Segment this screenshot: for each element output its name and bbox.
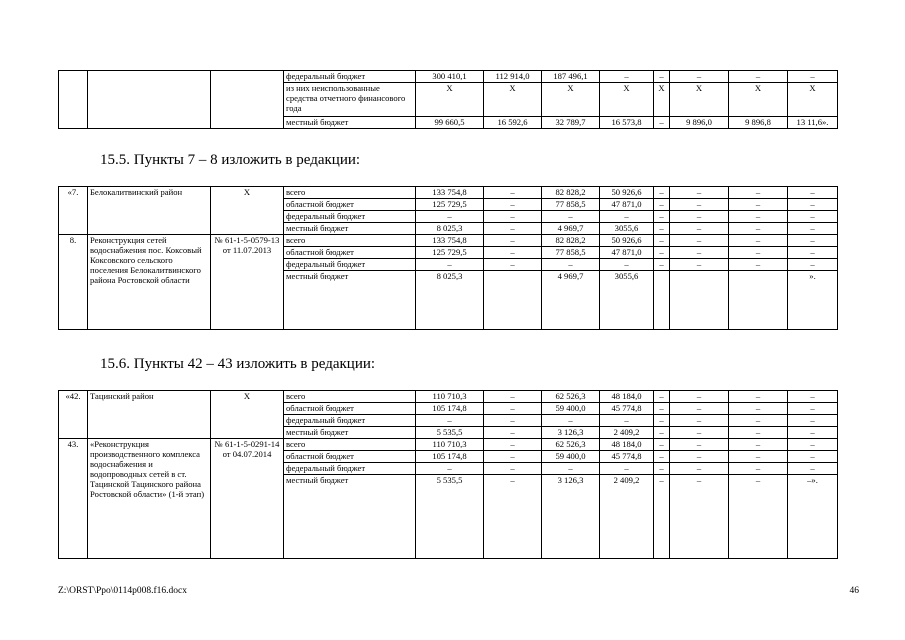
empty-cell	[211, 117, 284, 129]
budget-label: федеральный бюджет	[284, 259, 416, 271]
footer-page-number: 46	[849, 586, 859, 596]
value-cell	[654, 271, 670, 330]
value-cell: –	[654, 247, 670, 259]
value-cell: 45 774,8	[600, 403, 654, 415]
value-cell: 125 729,5	[416, 247, 484, 259]
value-cell: –	[416, 259, 484, 271]
value-cell: 13 11,6».	[788, 117, 838, 129]
value-cell: –	[484, 199, 542, 211]
value-cell: –	[670, 427, 729, 439]
value-cell: –	[729, 391, 788, 403]
value-cell: –	[654, 211, 670, 223]
value-cell: 99 660,5	[416, 117, 484, 129]
value-cell: –	[729, 247, 788, 259]
value-cell: –	[654, 439, 670, 451]
empty-cell	[59, 71, 88, 83]
budget-label: федеральный бюджет	[284, 211, 416, 223]
value-cell: –	[788, 71, 838, 83]
empty-cell	[88, 83, 211, 117]
budget-label: областной бюджет	[284, 403, 416, 415]
value-cell: –	[484, 463, 542, 475]
value-cell: –	[542, 211, 600, 223]
value-cell: 3 126,3	[542, 475, 600, 559]
value-cell: –	[788, 439, 838, 451]
budget-label: всего	[284, 187, 416, 199]
value-cell: 82 828,2	[542, 187, 600, 199]
empty-cell	[59, 83, 88, 117]
value-cell: 9 896,0	[670, 117, 729, 129]
item-name: Реконструкция сетей водоснабжения пос. Коксовый Коксовского сельского поселения Белокалитвинского района Ростовской области	[88, 235, 211, 330]
value-cell: –	[416, 211, 484, 223]
item-number: 8.	[59, 235, 88, 330]
value-cell: –	[729, 451, 788, 463]
value-cell: 50 926,6	[600, 187, 654, 199]
value-cell: 82 828,2	[542, 235, 600, 247]
value-cell: –	[788, 235, 838, 247]
value-cell: –	[729, 439, 788, 451]
value-cell: –	[654, 463, 670, 475]
value-cell: 2 409,2	[600, 475, 654, 559]
value-cell: –	[484, 223, 542, 235]
value-cell: X	[416, 83, 484, 117]
value-cell: –	[484, 427, 542, 439]
value-cell: 50 926,6	[600, 235, 654, 247]
value-cell: 105 174,8	[416, 451, 484, 463]
value-cell: 110 710,3	[416, 391, 484, 403]
value-cell: –	[484, 415, 542, 427]
value-cell	[729, 271, 788, 330]
value-cell: –	[670, 475, 729, 559]
value-cell: –	[788, 247, 838, 259]
table-row	[59, 235, 838, 247]
value-cell: 77 858,5	[542, 199, 600, 211]
item-number: «42.	[59, 391, 88, 439]
value-cell: –	[788, 211, 838, 223]
value-cell: 62 526,3	[542, 391, 600, 403]
value-cell: –	[788, 415, 838, 427]
empty-cell	[88, 117, 211, 129]
value-cell: –	[788, 223, 838, 235]
budget-label: местный бюджет	[284, 223, 416, 235]
table-row	[59, 391, 838, 403]
table-row	[59, 439, 838, 451]
value-cell: –	[600, 415, 654, 427]
value-cell: –	[729, 415, 788, 427]
value-cell: –	[416, 415, 484, 427]
value-cell: –	[600, 259, 654, 271]
value-cell: –	[729, 403, 788, 415]
value-cell: –	[484, 403, 542, 415]
value-cell: –	[729, 187, 788, 199]
empty-cell	[211, 71, 284, 83]
value-cell: –	[729, 259, 788, 271]
value-cell: 3 126,3	[542, 427, 600, 439]
value-cell: –	[729, 463, 788, 475]
value-cell: ».	[788, 271, 838, 330]
value-cell: 62 526,3	[542, 439, 600, 451]
budget-label: местный бюджет	[284, 271, 416, 330]
table-items-7-8	[58, 186, 838, 330]
value-cell: –	[484, 211, 542, 223]
item-code: № 61-1-5-0579-13 от 11.07.2013	[211, 235, 284, 330]
section-heading-15-6: 15.6. Пункты 42 – 43 изложить в редакции:	[100, 356, 376, 372]
value-cell: –	[788, 463, 838, 475]
item-number: «7.	[59, 187, 88, 235]
value-cell: –	[729, 475, 788, 559]
value-cell: 112 914,0	[484, 71, 542, 83]
budget-label: всего	[284, 235, 416, 247]
value-cell: 3055,6	[600, 271, 654, 330]
value-cell: –	[670, 223, 729, 235]
value-cell: –».	[788, 475, 838, 559]
value-cell: 2 409,2	[600, 427, 654, 439]
budget-label: областной бюджет	[284, 199, 416, 211]
value-cell: –	[484, 247, 542, 259]
value-cell: –	[670, 463, 729, 475]
value-cell: 8 025,3	[416, 271, 484, 330]
value-cell: –	[542, 415, 600, 427]
value-cell: –	[670, 71, 729, 83]
value-cell: –	[670, 211, 729, 223]
empty-cell	[88, 71, 211, 83]
value-cell: –	[654, 223, 670, 235]
empty-cell	[211, 83, 284, 117]
value-cell: –	[654, 475, 670, 559]
table-row	[59, 71, 838, 83]
value-cell: –	[654, 199, 670, 211]
value-cell: –	[670, 199, 729, 211]
item-code: № 61-1-5-0291-14 от 04.07.2014	[211, 439, 284, 559]
value-cell: –	[729, 223, 788, 235]
value-cell: –	[484, 235, 542, 247]
budget-label: местный бюджет	[284, 475, 416, 559]
value-cell: –	[416, 463, 484, 475]
budget-label: областной бюджет	[284, 451, 416, 463]
value-cell: 187 496,1	[542, 71, 600, 83]
value-cell: 125 729,5	[416, 199, 484, 211]
value-cell: 4 969,7	[542, 223, 600, 235]
value-cell: –	[484, 187, 542, 199]
value-cell: 9 896,8	[729, 117, 788, 129]
value-cell: 300 410,1	[416, 71, 484, 83]
value-cell	[670, 271, 729, 330]
table-row	[59, 83, 838, 117]
footer-file-path: Z:\ORST\Ppo\0114p008.f16.docx	[58, 586, 187, 596]
budget-label: федеральный бюджет	[284, 71, 416, 83]
value-cell: –	[654, 259, 670, 271]
value-cell: –	[729, 235, 788, 247]
value-cell: –	[729, 71, 788, 83]
value-cell: –	[788, 259, 838, 271]
value-cell: X	[484, 83, 542, 117]
value-cell: 3055,6	[600, 223, 654, 235]
value-cell: –	[654, 391, 670, 403]
value-cell: 133 754,8	[416, 235, 484, 247]
value-cell: –	[670, 259, 729, 271]
item-name: Белокалитвинский район	[88, 187, 211, 235]
value-cell: 47 871,0	[600, 199, 654, 211]
budget-label: федеральный бюджет	[284, 463, 416, 475]
value-cell: –	[542, 463, 600, 475]
budget-label: всего	[284, 439, 416, 451]
section-heading-15-5: 15.5. Пункты 7 – 8 изложить в редакции:	[100, 152, 361, 168]
item-code: X	[211, 187, 284, 235]
value-cell: –	[788, 403, 838, 415]
value-cell: 5 535,5	[416, 475, 484, 559]
value-cell: –	[729, 199, 788, 211]
value-cell: 32 789,7	[542, 117, 600, 129]
value-cell: –	[670, 415, 729, 427]
value-cell: –	[788, 199, 838, 211]
value-cell: 59 400,0	[542, 403, 600, 415]
table-continuation	[58, 70, 838, 129]
budget-label: из них неиспользованные средства отчетного финансового года	[284, 83, 416, 117]
item-name: Тацинский район	[88, 391, 211, 439]
value-cell	[484, 271, 542, 330]
value-cell: 8 025,3	[416, 223, 484, 235]
value-cell: 5 535,5	[416, 427, 484, 439]
value-cell: –	[788, 187, 838, 199]
value-cell: 47 871,0	[600, 247, 654, 259]
value-cell: –	[670, 451, 729, 463]
value-cell: X	[670, 83, 729, 117]
value-cell: X	[542, 83, 600, 117]
value-cell: 133 754,8	[416, 187, 484, 199]
value-cell: –	[654, 71, 670, 83]
value-cell: –	[670, 187, 729, 199]
budget-label: областной бюджет	[284, 247, 416, 259]
budget-label: местный бюджет	[284, 427, 416, 439]
budget-label: всего	[284, 391, 416, 403]
value-cell: X	[788, 83, 838, 117]
value-cell: –	[654, 451, 670, 463]
value-cell: 16 592,6	[484, 117, 542, 129]
value-cell: X	[654, 83, 670, 117]
value-cell: –	[654, 235, 670, 247]
empty-cell	[59, 117, 88, 129]
value-cell: 16 573,8	[600, 117, 654, 129]
value-cell: –	[670, 247, 729, 259]
budget-label: федеральный бюджет	[284, 415, 416, 427]
value-cell: –	[788, 427, 838, 439]
value-cell: 48 184,0	[600, 391, 654, 403]
value-cell: –	[670, 391, 729, 403]
value-cell: 59 400,0	[542, 451, 600, 463]
value-cell: –	[654, 117, 670, 129]
value-cell: –	[788, 391, 838, 403]
value-cell: 110 710,3	[416, 439, 484, 451]
value-cell: –	[670, 439, 729, 451]
value-cell: –	[654, 403, 670, 415]
value-cell: –	[654, 187, 670, 199]
value-cell: –	[729, 427, 788, 439]
value-cell: –	[670, 403, 729, 415]
value-cell: –	[729, 211, 788, 223]
value-cell: –	[484, 259, 542, 271]
value-cell: –	[484, 439, 542, 451]
value-cell: 45 774,8	[600, 451, 654, 463]
value-cell: –	[600, 71, 654, 83]
value-cell: 105 174,8	[416, 403, 484, 415]
value-cell: X	[600, 83, 654, 117]
value-cell: 48 184,0	[600, 439, 654, 451]
item-code: X	[211, 391, 284, 439]
value-cell: 4 969,7	[542, 271, 600, 330]
value-cell: –	[600, 463, 654, 475]
budget-label: местный бюджет	[284, 117, 416, 129]
value-cell: –	[600, 211, 654, 223]
value-cell: –	[484, 475, 542, 559]
value-cell: –	[788, 451, 838, 463]
value-cell: 77 858,5	[542, 247, 600, 259]
value-cell: –	[654, 427, 670, 439]
value-cell: –	[670, 235, 729, 247]
value-cell: –	[654, 415, 670, 427]
item-number: 43.	[59, 439, 88, 559]
value-cell: X	[729, 83, 788, 117]
value-cell: –	[484, 391, 542, 403]
table-row	[59, 117, 838, 129]
table-row	[59, 187, 838, 199]
table-items-42-43	[58, 390, 838, 559]
value-cell: –	[542, 259, 600, 271]
value-cell: –	[484, 451, 542, 463]
item-name: «Реконструкция производственного комплекса водоснабжения и водопроводных сетей в ст. Тацинской Тацинского района Ростовской области» (1-й этап)	[88, 439, 211, 559]
